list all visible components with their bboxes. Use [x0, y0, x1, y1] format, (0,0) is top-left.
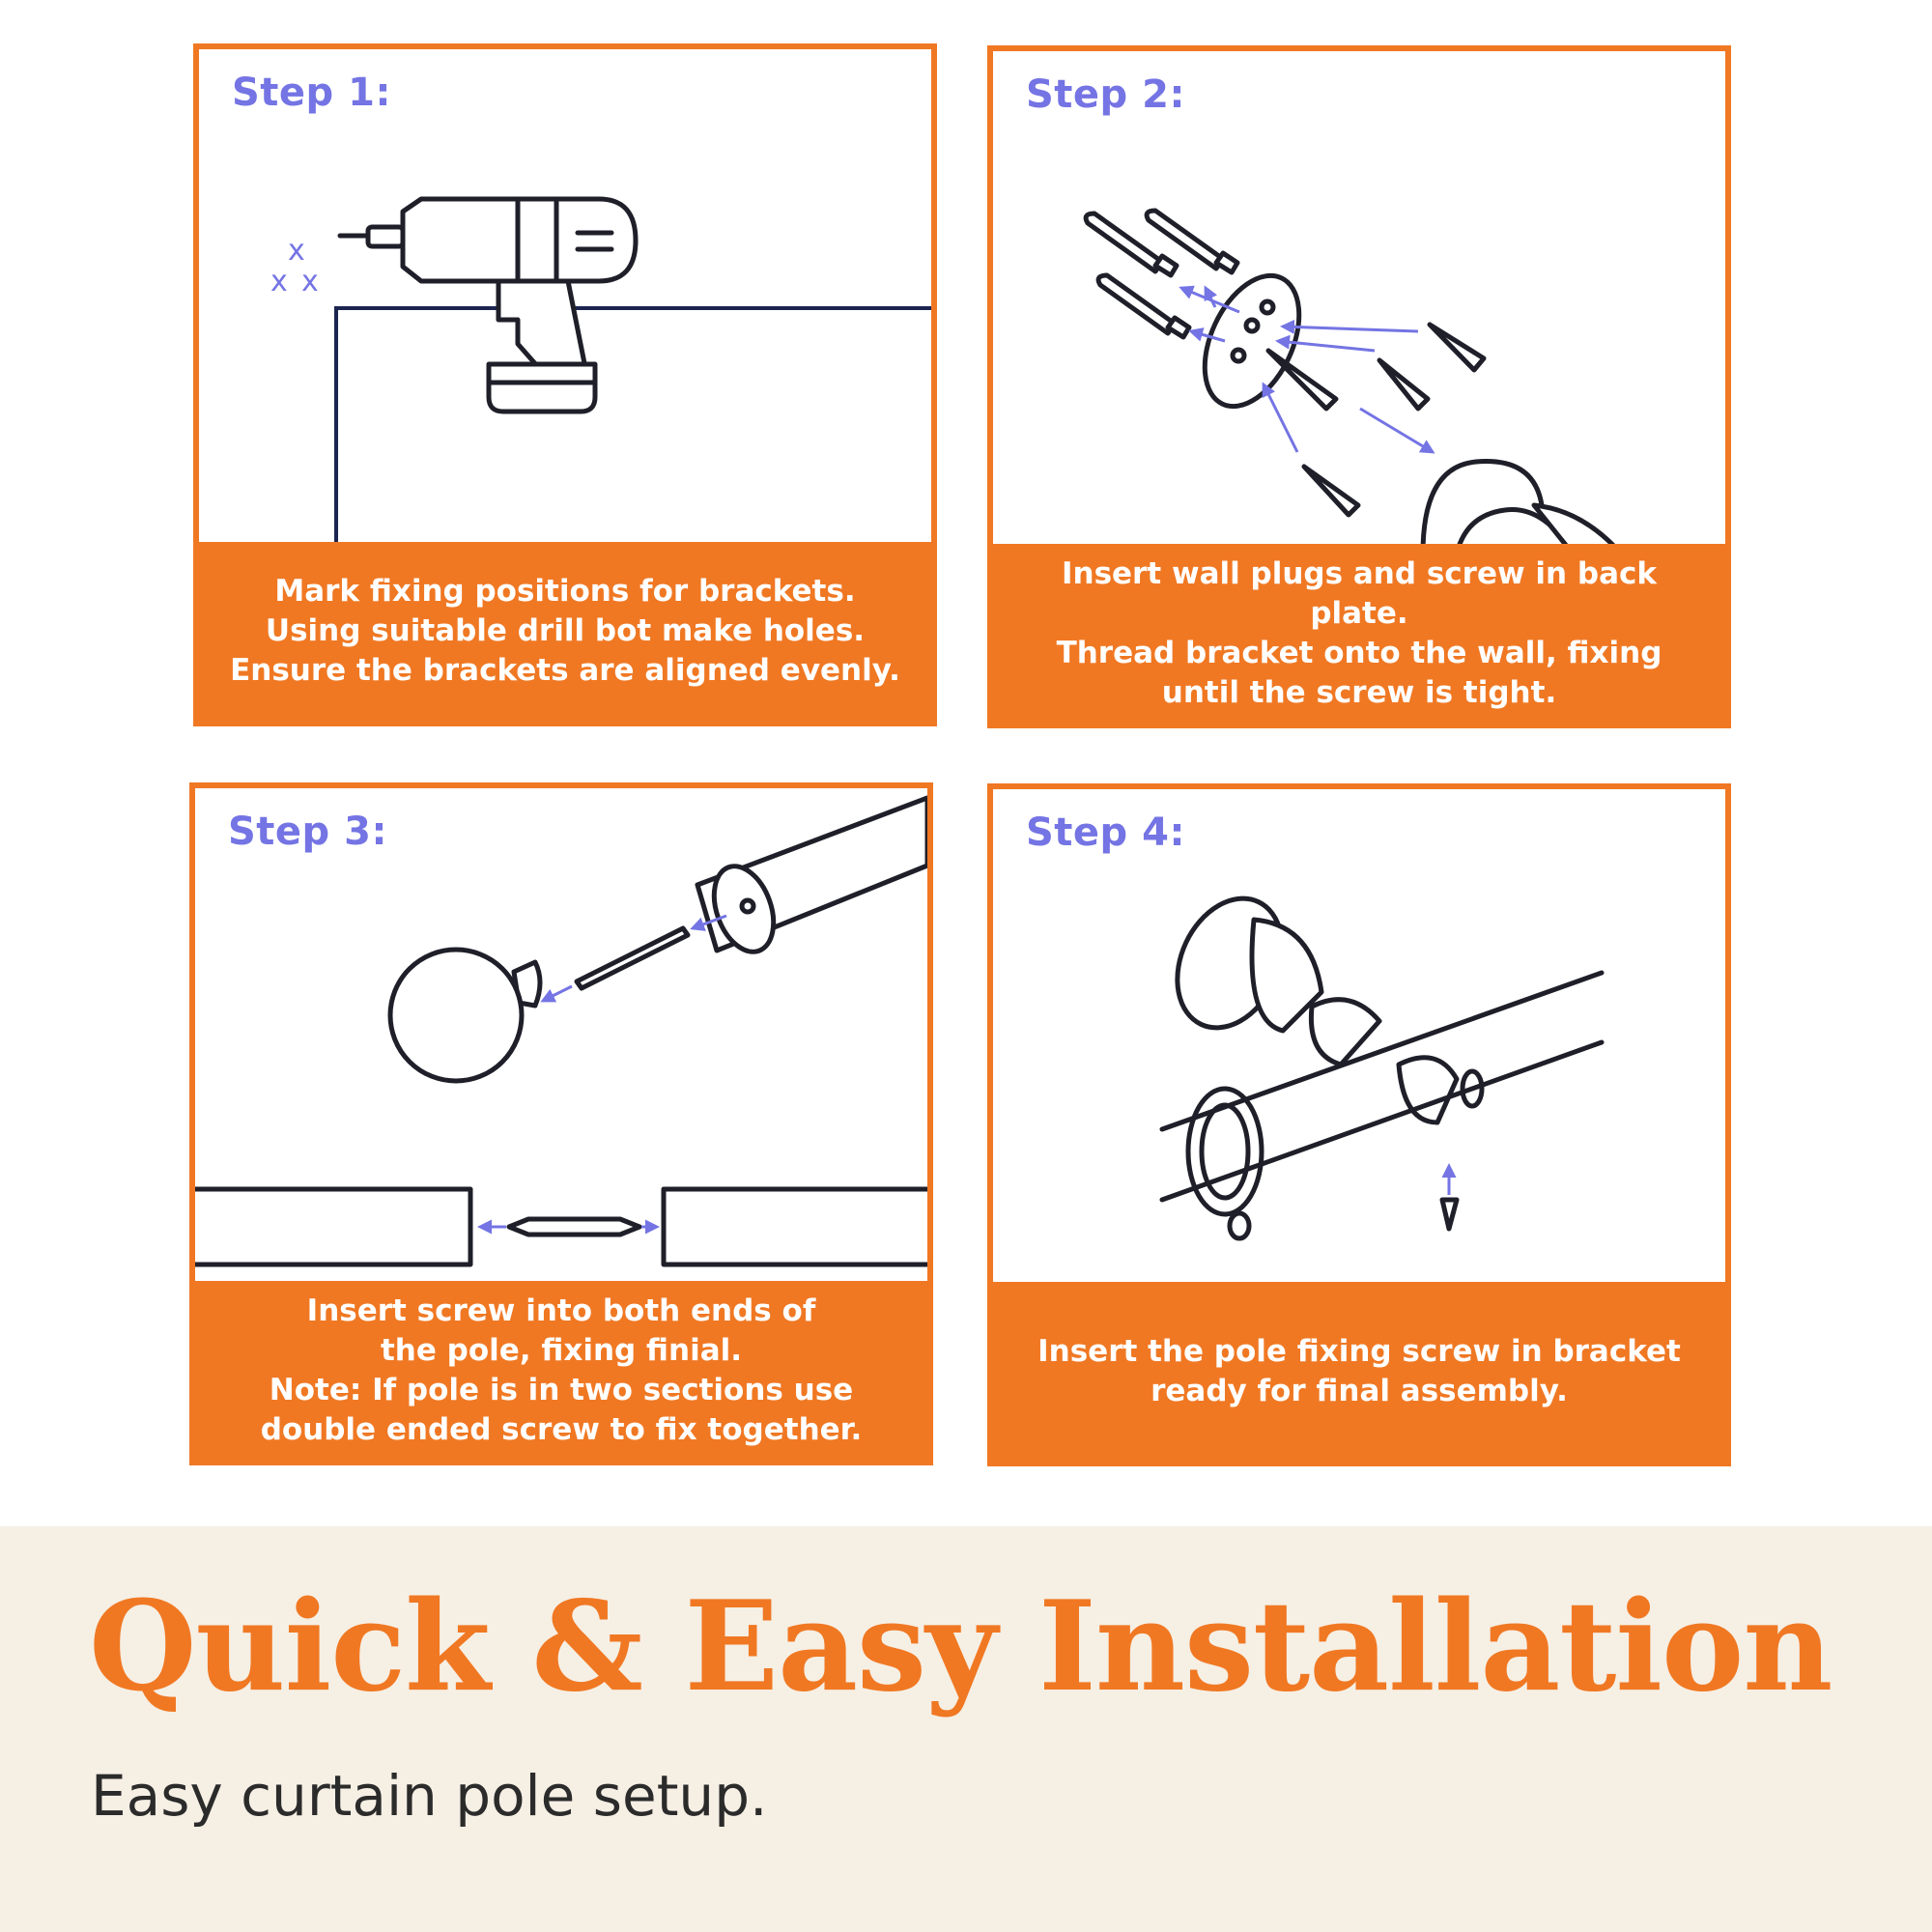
- step-4-caption-line: Insert the pole fixing screw in bracket: [1037, 1333, 1681, 1369]
- headline: Quick & Easy Installation: [89, 1575, 1833, 1719]
- step-4-caption: [993, 1282, 1725, 1461]
- step-2-panel: [987, 45, 1731, 728]
- step-3-panel: [189, 782, 933, 1465]
- screw-icon: [577, 928, 688, 988]
- bracket-fixing-illustration: [993, 51, 1725, 554]
- step-1-caption: [199, 542, 931, 721]
- wall-plug-icon: [1098, 275, 1189, 337]
- step-1-title: Step 1:: [232, 71, 391, 115]
- drill-icon: [340, 199, 636, 412]
- step-2-caption: [993, 544, 1725, 723]
- step-4-title: Step 4:: [1026, 810, 1185, 855]
- bracket-icon: [1423, 462, 1621, 554]
- screw-icon: [1379, 360, 1428, 409]
- drill-illustration: [199, 49, 931, 552]
- mark-x-3: x: [301, 265, 319, 298]
- step-1-caption-line: Using suitable drill bot make holes.: [265, 613, 866, 648]
- step-3-caption: [195, 1281, 927, 1460]
- step-3-title: Step 3:: [228, 810, 387, 854]
- step-3-caption-line: double ended screw to fix together.: [260, 1411, 863, 1447]
- footer-banner: [0, 1526, 1932, 1932]
- step-2-caption-line: Insert wall plugs and screw in back: [1061, 555, 1658, 591]
- finial-fixing-illustration: [195, 788, 927, 1291]
- pole-icon: [195, 1189, 470, 1264]
- pole-icon: [697, 798, 927, 960]
- step-3-caption-line: Note: If pole is in two sections use: [269, 1372, 854, 1407]
- step-4-caption-line: ready for final assembly.: [1151, 1373, 1568, 1408]
- double-ended-screw-icon: [509, 1219, 639, 1235]
- finial-icon: [390, 950, 540, 1081]
- step-4-panel: [987, 783, 1731, 1466]
- pole-icon: [664, 1189, 927, 1264]
- step-1-caption-line: Ensure the brackets are aligned evenly.: [230, 653, 900, 688]
- screw-icon: [1442, 1200, 1457, 1229]
- ring-icon: [1188, 1089, 1262, 1238]
- step-3-caption-line: the pole, fixing finial.: [380, 1332, 743, 1368]
- subline: Easy curtain pole setup.: [91, 1763, 768, 1829]
- bracket-icon: [1157, 881, 1457, 1122]
- step-2-title: Step 2:: [1026, 72, 1185, 117]
- step-2-caption-line: plate.: [1310, 595, 1408, 631]
- pole-bracket-illustration: [993, 789, 1725, 1292]
- step-1-caption-line: Mark fixing positions for brackets.: [274, 574, 856, 609]
- screw-icon: [1304, 467, 1358, 515]
- step-2-caption-line: until the screw is tight.: [1161, 674, 1557, 710]
- mark-x-2: x: [270, 265, 288, 298]
- screw-icon: [1430, 325, 1484, 370]
- step-1-panel: [193, 43, 937, 726]
- step-3-caption-line: Insert screw into both ends of: [306, 1293, 816, 1328]
- mark-x-1: x: [288, 234, 305, 268]
- step-2-caption-line: Thread bracket onto the wall, fixing: [1056, 635, 1662, 670]
- back-plate-icon: [1186, 261, 1319, 421]
